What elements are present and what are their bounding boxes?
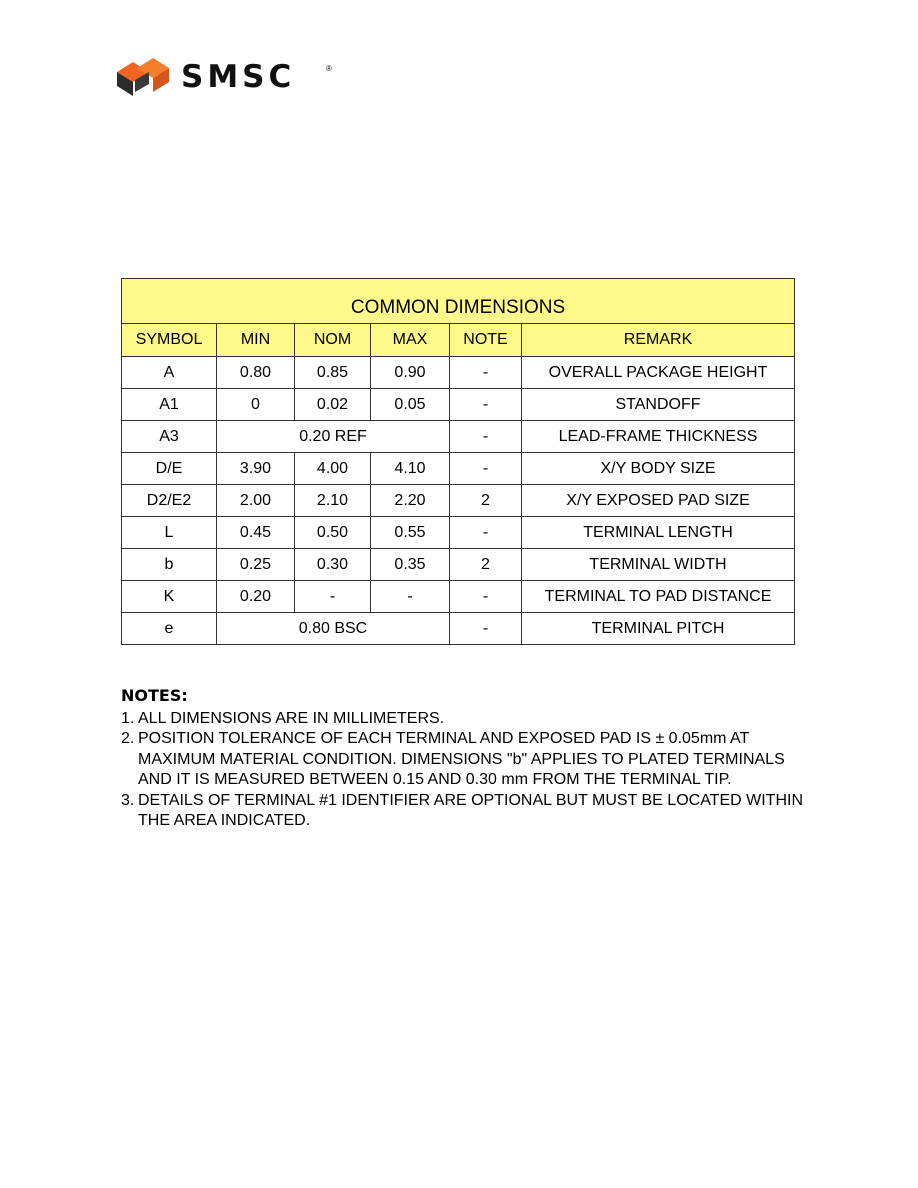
cell-symbol: A1 bbox=[122, 389, 217, 421]
cell-remark: LEAD-FRAME THICKNESS bbox=[522, 421, 795, 453]
common-dimensions-table bbox=[121, 278, 795, 645]
cell-remark: X/Y EXPOSED PAD SIZE bbox=[522, 485, 795, 517]
table-row bbox=[122, 485, 795, 517]
cell-max: 0.90 bbox=[371, 357, 450, 389]
cell-symbol: L bbox=[122, 517, 217, 549]
table-row bbox=[122, 421, 795, 453]
cell-symbol: D/E bbox=[122, 453, 217, 485]
cell-remark: TERMINAL LENGTH bbox=[522, 517, 795, 549]
table-row bbox=[122, 389, 795, 421]
cell-note: - bbox=[450, 613, 522, 645]
cell-remark: STANDOFF bbox=[522, 389, 795, 421]
table-row bbox=[122, 517, 795, 549]
cell-min: 0.45 bbox=[217, 517, 295, 549]
table-row bbox=[122, 549, 795, 581]
header-min: MIN bbox=[217, 324, 295, 357]
cell-symbol: A bbox=[122, 357, 217, 389]
table-title: COMMON DIMENSIONS bbox=[122, 279, 795, 324]
note-text: DETAILS OF TERMINAL #1 IDENTIFIER ARE OPTIONAL BUT MUST BE LOCATED WITHIN THE AREA INDICATED. bbox=[138, 791, 803, 829]
cell-nom: - bbox=[295, 581, 371, 613]
cell-min: 0.25 bbox=[217, 549, 295, 581]
table-row bbox=[122, 357, 795, 389]
cell-min: 2.00 bbox=[217, 485, 295, 517]
cell-note: - bbox=[450, 389, 522, 421]
header-note: NOTE bbox=[450, 324, 522, 357]
cell-max: 2.20 bbox=[371, 485, 450, 517]
cell-min: 0.80 bbox=[217, 357, 295, 389]
cell-symbol: b bbox=[122, 549, 217, 581]
notes-title: NOTES: bbox=[121, 686, 188, 705]
cell-nom: 0.02 bbox=[295, 389, 371, 421]
cell-range: 0.20 REF bbox=[217, 421, 450, 453]
cell-nom: 0.30 bbox=[295, 549, 371, 581]
note-number: 2. bbox=[121, 730, 135, 747]
cell-note: 2 bbox=[450, 549, 522, 581]
header-nom: NOM bbox=[295, 324, 371, 357]
cell-min: 3.90 bbox=[217, 453, 295, 485]
note-item bbox=[121, 709, 821, 730]
cell-min: 0.20 bbox=[217, 581, 295, 613]
cell-nom: 0.50 bbox=[295, 517, 371, 549]
cell-remark: TERMINAL WIDTH bbox=[522, 549, 795, 581]
cell-note: - bbox=[450, 517, 522, 549]
cell-max: 0.35 bbox=[371, 549, 450, 581]
note-item bbox=[121, 729, 821, 791]
cell-min: 0 bbox=[217, 389, 295, 421]
cell-note: - bbox=[450, 357, 522, 389]
cell-symbol: K bbox=[122, 581, 217, 613]
smsc-logo bbox=[113, 58, 338, 98]
cell-nom: 4.00 bbox=[295, 453, 371, 485]
note-number: 1. bbox=[121, 709, 135, 727]
cell-max: 0.55 bbox=[371, 517, 450, 549]
cell-note: - bbox=[450, 421, 522, 453]
cell-symbol: A3 bbox=[122, 421, 217, 453]
note-number: 3. bbox=[121, 791, 135, 809]
note-text: ALL DIMENSIONS ARE IN MILLIMETERS. bbox=[138, 709, 445, 727]
cell-remark: TERMINAL TO PAD DISTANCE bbox=[522, 581, 795, 613]
registered-mark: ® bbox=[326, 64, 332, 73]
cell-note: - bbox=[450, 453, 522, 485]
cell-max: 4.10 bbox=[371, 453, 450, 485]
cell-remark: TERMINAL PITCH bbox=[522, 613, 795, 645]
cell-range: 0.80 BSC bbox=[217, 613, 450, 645]
table-row bbox=[122, 613, 795, 645]
cell-nom: 0.85 bbox=[295, 357, 371, 389]
logo-wordmark: SMSC bbox=[181, 59, 296, 95]
cell-remark: X/Y BODY SIZE bbox=[522, 453, 795, 485]
table-row bbox=[122, 581, 795, 613]
header-max: MAX bbox=[371, 324, 450, 357]
cell-note: 2 bbox=[450, 485, 522, 517]
notes-section bbox=[121, 686, 821, 832]
cell-symbol: D2/E2 bbox=[122, 485, 217, 517]
header-symbol: SYMBOL bbox=[122, 324, 217, 357]
header-remark: REMARK bbox=[522, 324, 795, 357]
cell-max: - bbox=[371, 581, 450, 613]
smsc-logo-mark-icon bbox=[113, 58, 179, 98]
cell-remark: OVERALL PACKAGE HEIGHT bbox=[522, 357, 795, 389]
cell-symbol: e bbox=[122, 613, 217, 645]
table-row bbox=[122, 453, 795, 485]
cell-note: - bbox=[450, 581, 522, 613]
cell-max: 0.05 bbox=[371, 389, 450, 421]
cell-nom: 2.10 bbox=[295, 485, 371, 517]
note-text: POSITION TOLERANCE OF EACH TERMINAL AND EXPOSED PAD IS ± 0.05mm AT MAXIMUM MATERIAL CONDITION. DIMENSIONS "b" APPLIES TO PLATED TERMINALS AND IT IS MEASURED BETWEEN 0.15 AND 0.30 mm FROM THE TERMINAL TIP. bbox=[138, 730, 785, 788]
note-item bbox=[121, 791, 821, 832]
